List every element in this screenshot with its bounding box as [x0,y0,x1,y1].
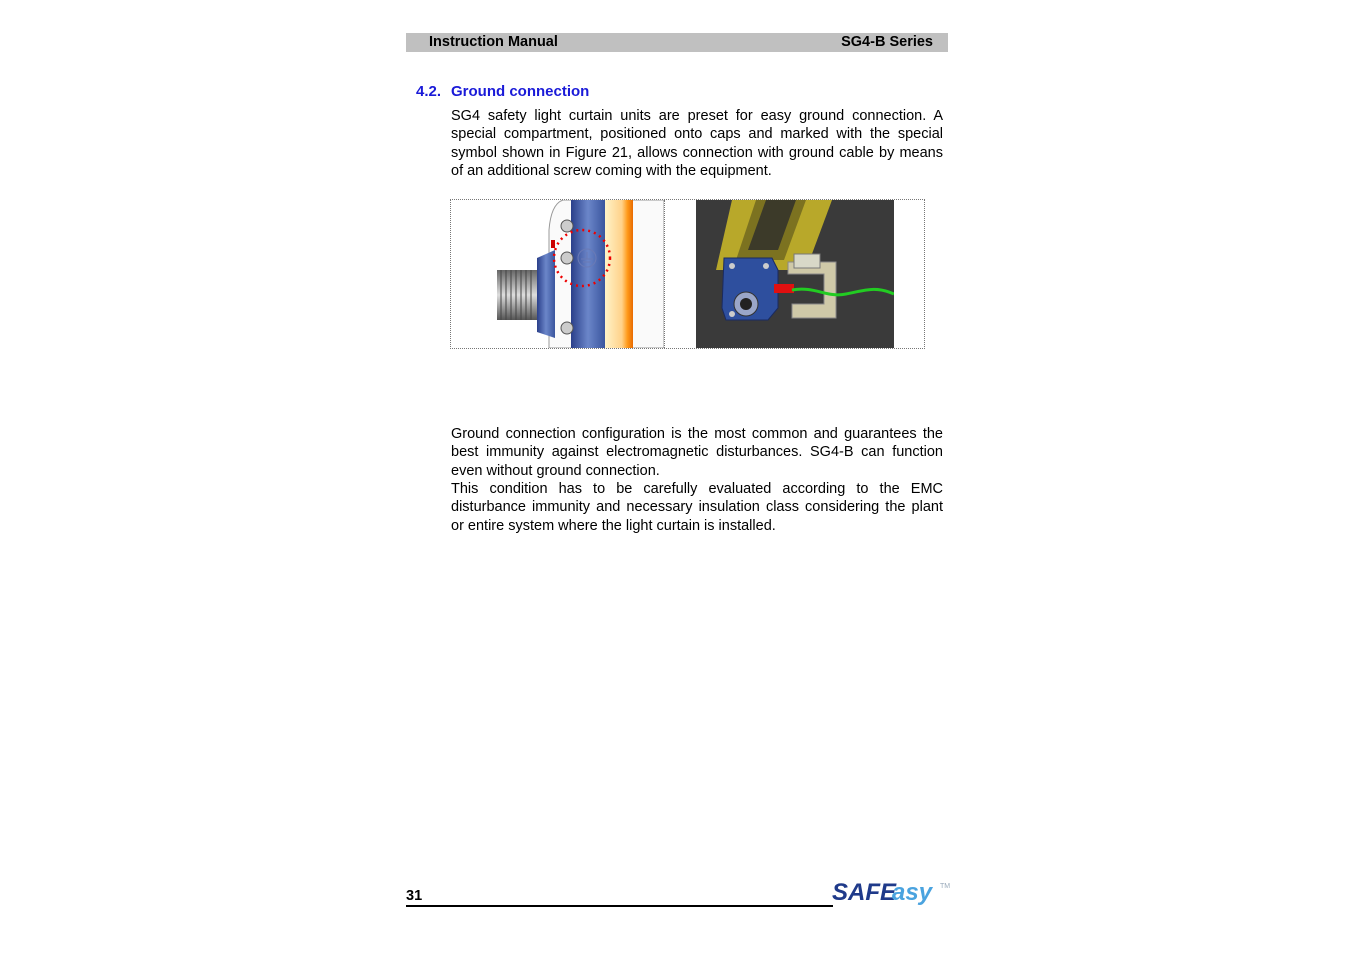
page-number: 31 [406,888,423,904]
figure-cap-closeup [451,200,665,348]
footer-divider [406,905,833,907]
svg-text:asy: asy [892,879,933,906]
safeasy-logo [832,872,952,908]
figure-installed-unit [696,200,894,348]
installed-unit-illustration [696,200,894,348]
section-title: Ground connection [451,83,590,100]
logo-wordmark [832,872,952,908]
svg-text:TM: TM [940,883,951,890]
svg-text:SAFE: SAFE [832,879,897,906]
paragraph-intro: SG4 safety light curtain units are preset for easy ground connection. A special compartment, positioned onto caps and marked with the special symbol shown in Figure 21, allows connection with ground cable by means of an additional screw coming with the equipment. [451,108,943,180]
section-heading [416,83,589,100]
section-number: 4.2. [416,83,442,100]
header-manual-title: Instruction Manual [429,34,558,50]
running-header [406,33,948,52]
paragraph-emc-note: This condition has to be carefully evaluated according to the EMC disturbance immunity and necessary insulation class considering the plant or entire system where the light curtain is installed. [451,481,943,534]
cap-closeup-illustration [451,200,664,348]
paragraph-ground-config: Ground connection configuration is the most common and guarantees the best immunity against electromagnetic disturbances. SG4-B can function even without ground connection. [451,426,943,479]
header-series-name: SG4-B Series [841,34,933,50]
figure-ground-connection [450,199,925,349]
